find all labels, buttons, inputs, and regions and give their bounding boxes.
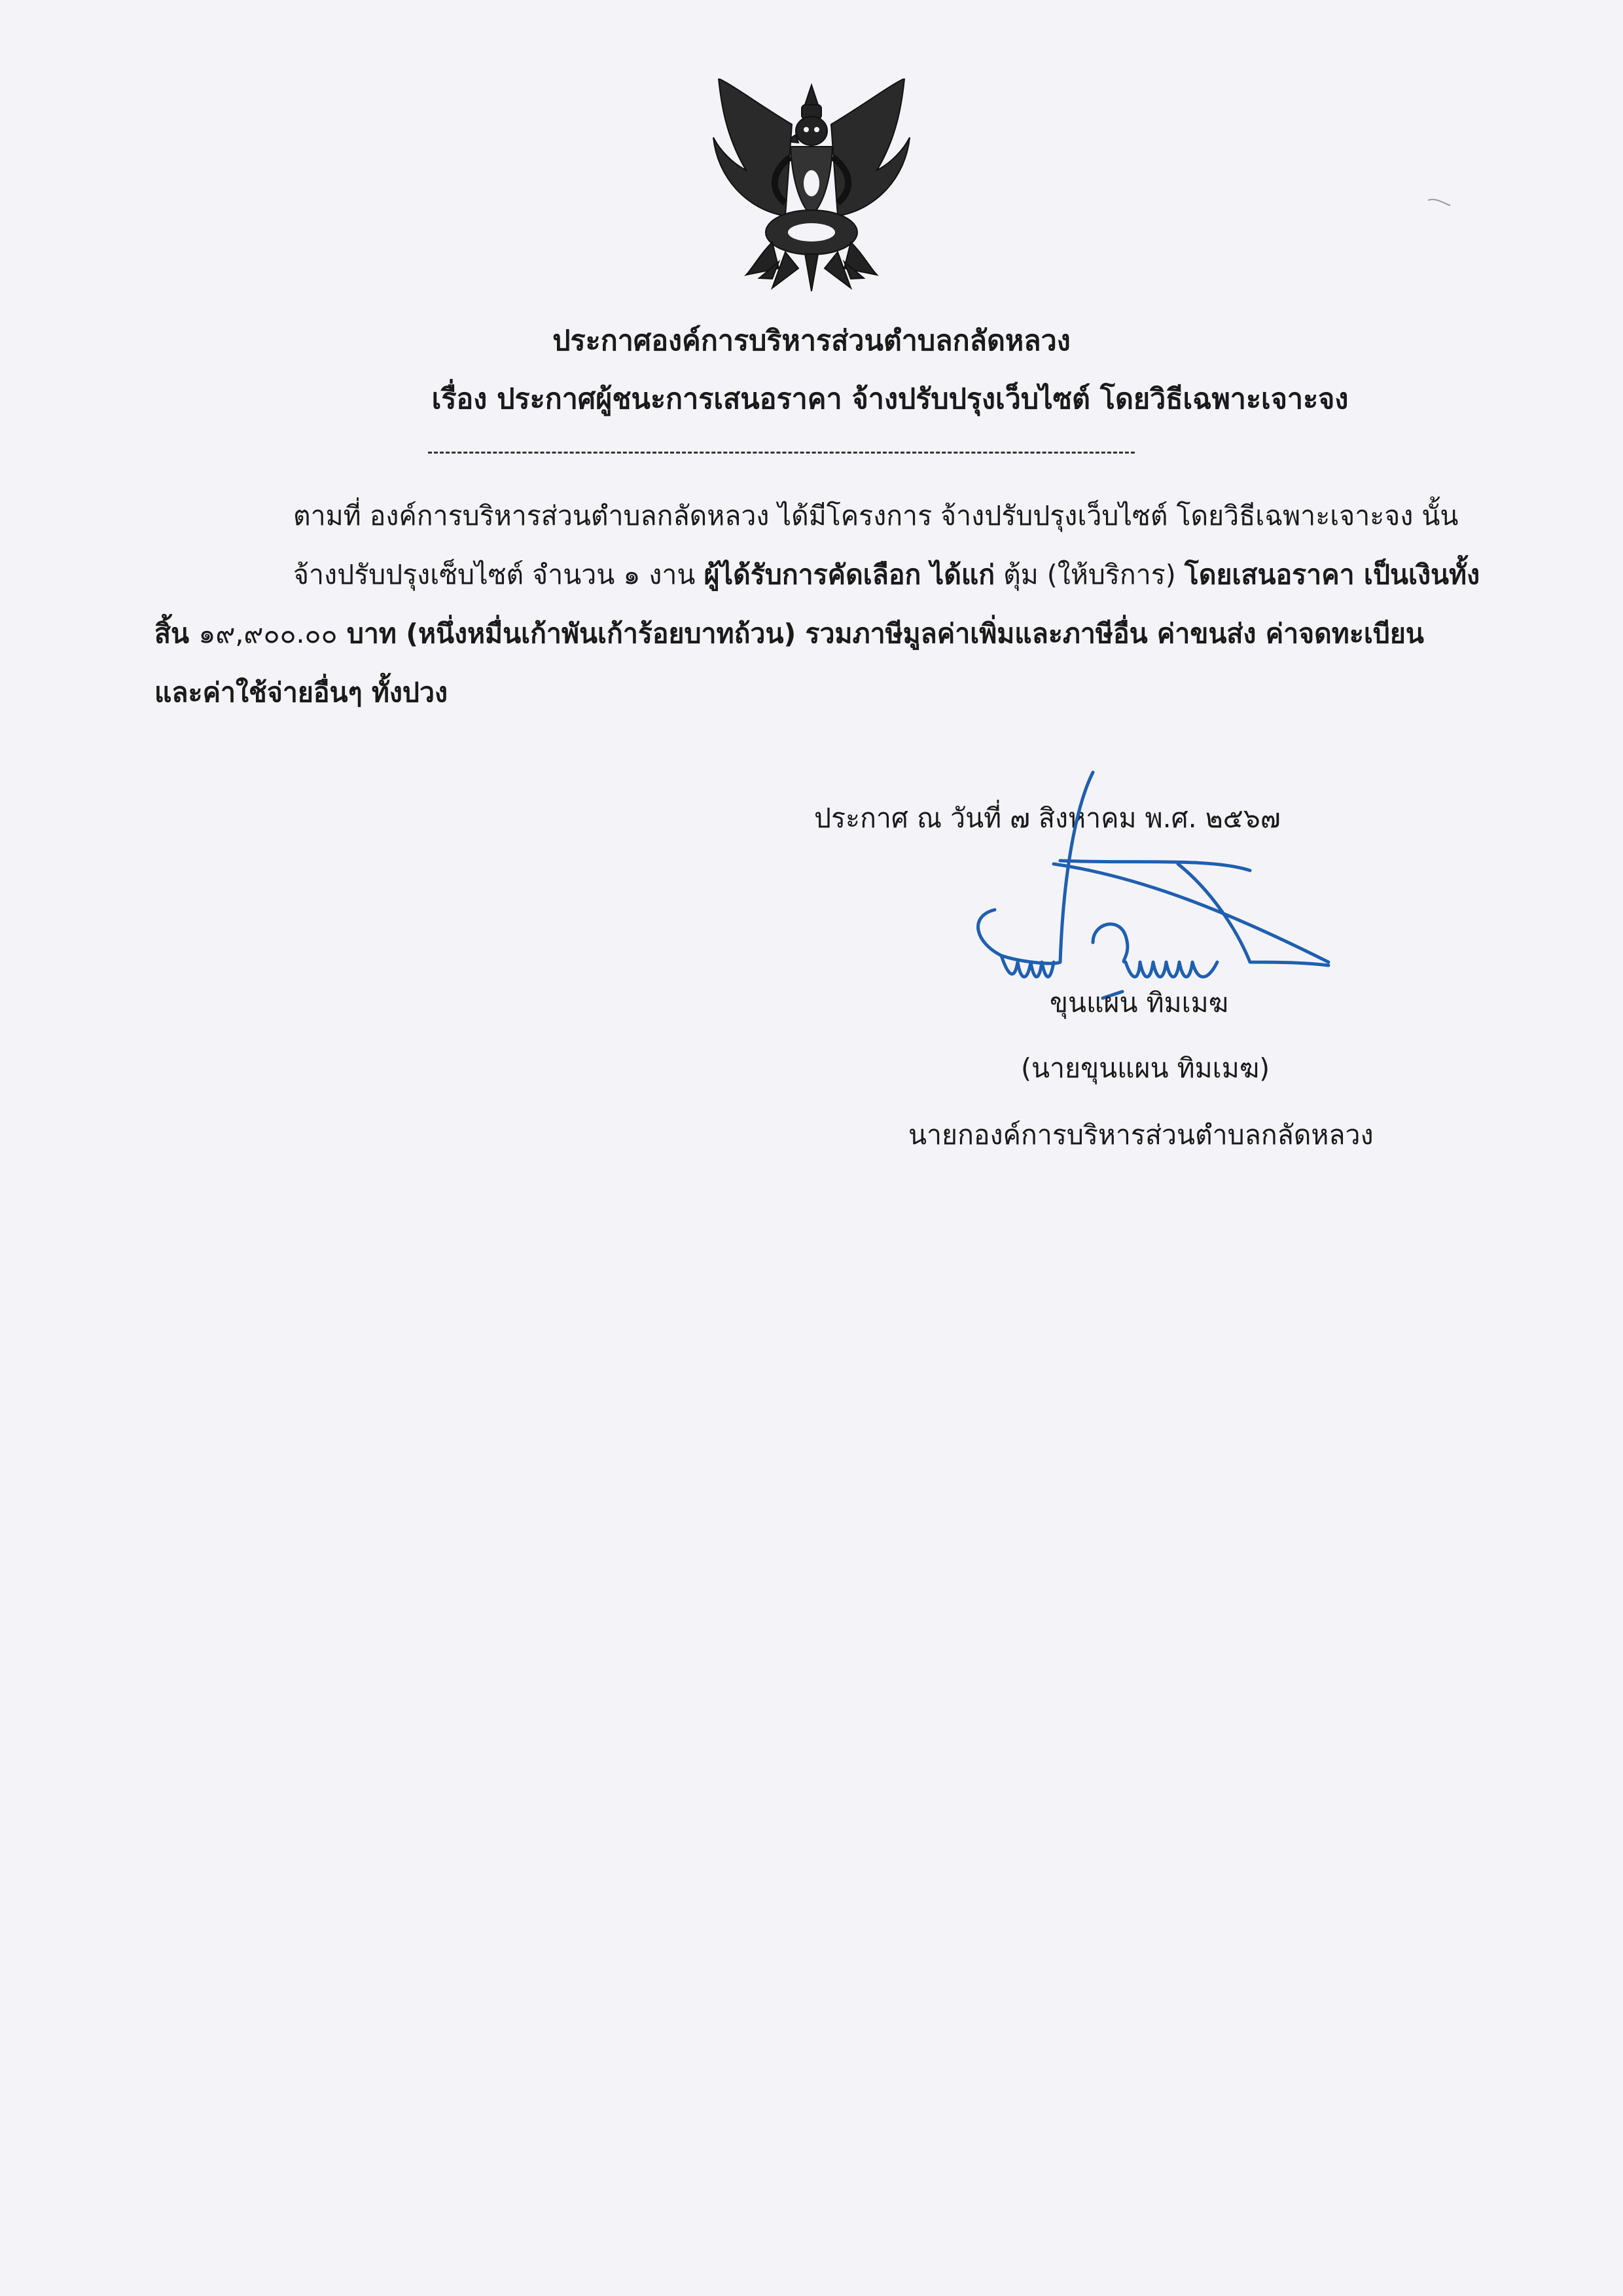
- body-line-4-a: และค่าใช้จ่ายอื่นๆ: [154, 677, 372, 708]
- title-divider: [428, 452, 1135, 454]
- announcement-subject: เรื่อง ประกาศผู้ชนะการเสนอราคา จ้างปรับปรุงเว็บไซต์ โดยวิธีเฉพาะเจาะจง: [431, 383, 1349, 416]
- scan-mark: [1427, 196, 1453, 209]
- body-line-1: ตามที่ องค์การบริหารส่วนตำบลกลัดหลวง ได้มีโครงการ จ้างปรับปรุงเว็บไซต์ โดยวิธีเฉพาะเจาะจง นั้น: [293, 500, 1459, 531]
- body-line-3-c: บาท (หนึ่งหมื่นเก้าพันเก้าร้อยบาทถ้วน): [337, 618, 806, 649]
- body-line-2-b: ผู้ได้รับการคัดเลือก ได้แก่: [704, 559, 995, 590]
- body-line-3: [154, 620, 1424, 647]
- body-line-3-d: รวมภาษีมูลค่าเพิ่มและภาษีอื่น ค่าขนส่ง ค่าจดทะเบียน: [805, 618, 1424, 649]
- announcement-date: ประกาศ ณ วันที่ ๗ สิงหาคม พ.ศ. ๒๕๖๗: [814, 802, 1281, 834]
- body-line-4: [154, 679, 448, 706]
- body-line-3-a: สิ้น: [154, 618, 199, 649]
- signer-position: นายกองค์การบริหารส่วนตำบลกลัดหลวง: [908, 1119, 1374, 1151]
- signer-full-name: (นายขุนแผน ทิมเมฆ): [1021, 1052, 1270, 1084]
- handwritten-signature: [962, 766, 1342, 1008]
- announcement-title: ประกาศองค์การบริหารส่วนตำบลกลัดหลวง: [552, 325, 1071, 357]
- body-line-4-b: ทั้งปวง: [371, 677, 448, 708]
- body-line-2-c: ตุ้ม (ให้บริการ): [995, 559, 1185, 590]
- signer-name: ขุนแผน ทิมเมฆ: [1050, 987, 1229, 1018]
- contract-amount: ๑๙,๙๐๐.๐๐: [198, 618, 338, 649]
- garuda-emblem-icon: [707, 79, 916, 295]
- body-line-2-d: โดยเสนอราคา เป็นเงินทั้ง: [1184, 559, 1480, 590]
- body-line-2: [293, 559, 1480, 590]
- body-line-2-a: จ้างปรับปรุงเซ็บไซต์ จำนวน ๑ งาน: [293, 559, 704, 590]
